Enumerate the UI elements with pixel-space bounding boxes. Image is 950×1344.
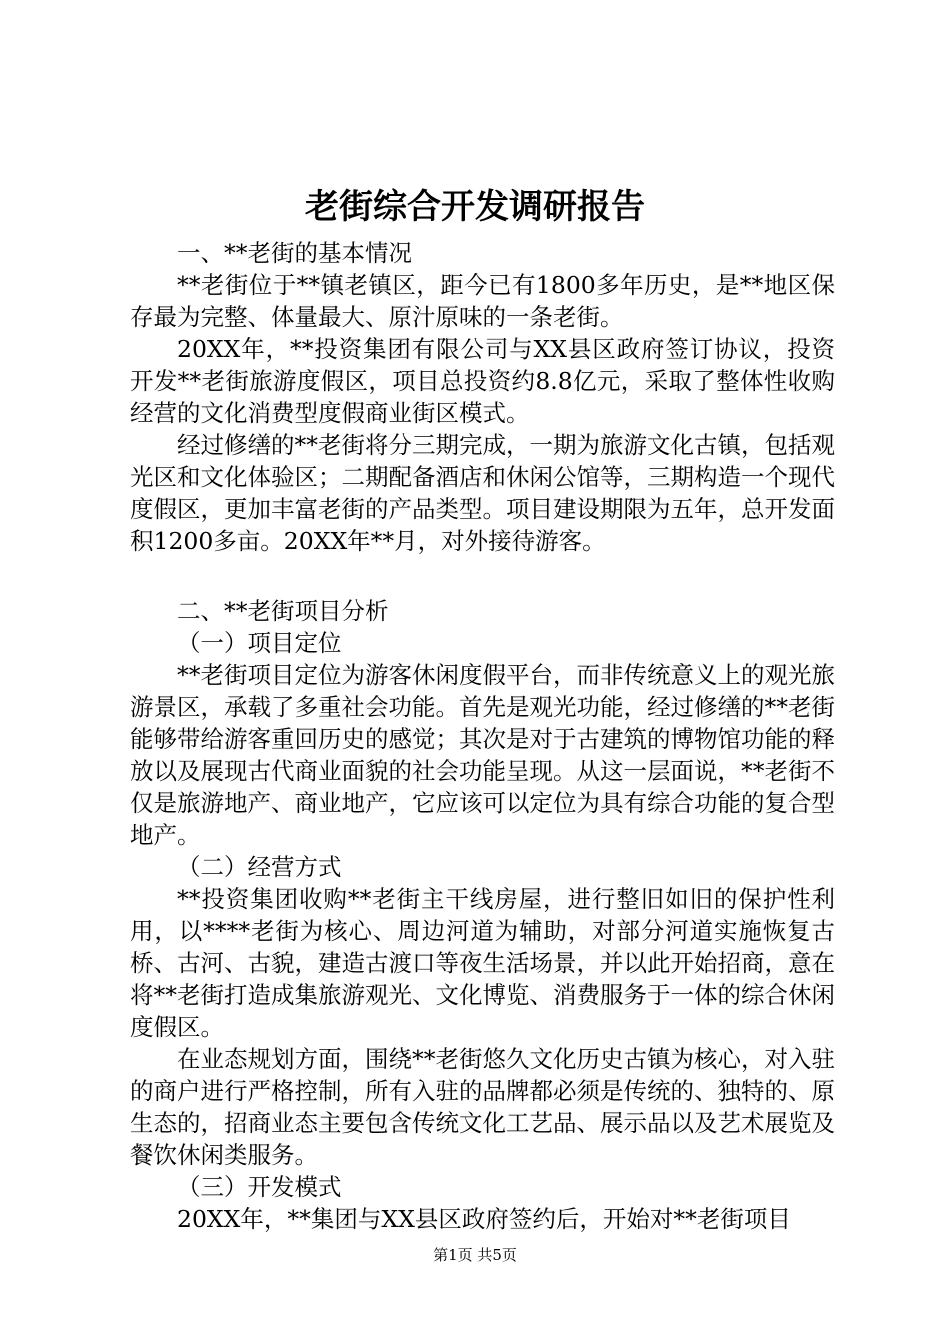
subsection-heading: （三）开发模式	[177, 1173, 342, 1201]
paragraph: **老街位于**镇老镇区，距今已有1800多年历史，是**地区保存最为完整、体量最大、原汁原味的一条老街。	[130, 271, 835, 331]
paragraph: **投资集团收购**老街主干线房屋，进行整旧如旧的保护性利用，以****老街为核心、周边河道为辅助，对部分河道实施恢复古桥、古河、古貌，建造古渡口等夜生活场景，并以此开始招商，意在将**老街打造成集旅游观光、文化博览、消费服务于一体的综合休闲度假区。	[130, 885, 835, 1041]
paragraph: 经过修缮的**老街将分三期完成，一期为旅游文化古镇，包括观光区和文化体验区；二期配备酒店和休闲公馆等，三期构造一个现代度假区，更加丰富老街的产品类型。项目建设期限为五年，总开发面积1200多亩。20XX年**月，对外接待游客。	[130, 431, 835, 555]
paragraph: **老街项目定位为游客休闲度假平台，而非传统意义上的观光旅游景区，承载了多重社会功能。首先是观光功能，经过修缮的**老街能够带给游客重回历史的感觉；其次是对于古建筑的博物馆功能的释放以及展现古代商业面貌的社会功能呈现。从这一层面说，**老街不仅是旅游地产、商业地产，它应该可以定位为具有综合功能的复合型地产。	[130, 661, 835, 849]
document-title: 老街综合开发调研报告	[305, 187, 645, 227]
subsection-heading: （二）经营方式	[177, 853, 342, 881]
page-footer: 第1页 共5页	[433, 1246, 517, 1264]
subsection-heading: （一）项目定位	[177, 629, 342, 657]
paragraph: 20XX年，**集团与XX县区政府签约后，开始对**老街项目	[177, 1205, 791, 1233]
section-heading: 二、**老街项目分析	[177, 597, 389, 625]
section-heading: 一、**老街的基本情况	[177, 239, 412, 267]
document-body	[130, 237, 835, 1235]
paragraph: 在业态规划方面，围绕**老街悠久文化历史古镇为核心，对入驻的商户进行严格控制，所有入驻的品牌都必须是传统的、独特的、原生态的，招商业态主要包含传统文化工艺品、展示品以及艺术展览及餐饮休闲类服务。	[130, 1045, 835, 1169]
section-spacer	[130, 557, 835, 595]
paragraph: 20XX年，**投资集团有限公司与XX县区政府签订协议，投资开发**老街旅游度假区，项目总投资约8.8亿元，采取了整体性收购经营的文化消费型度假商业街区模式。	[130, 335, 835, 427]
